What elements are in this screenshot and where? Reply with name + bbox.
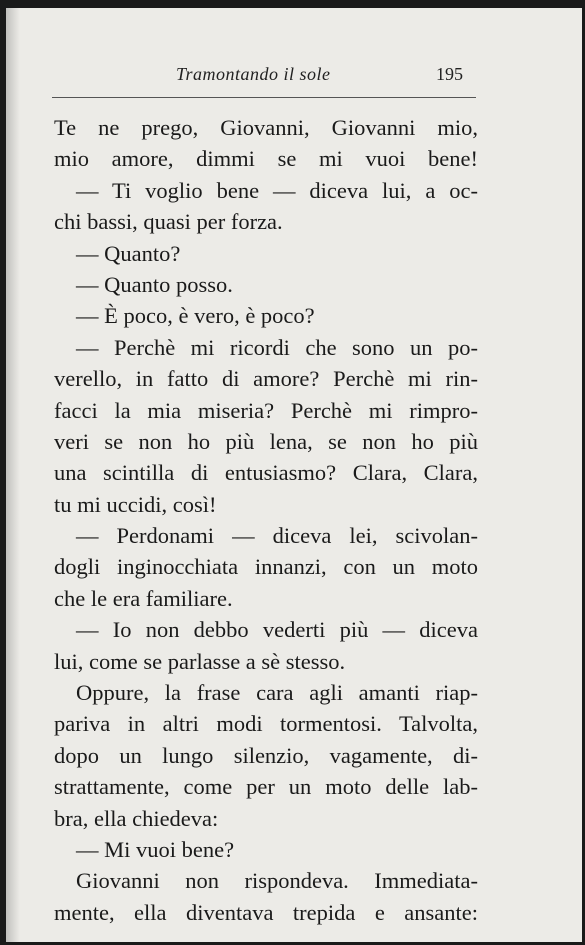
- text-line: che le era familiare.: [54, 585, 233, 611]
- text-line: — È poco, è vero, è poco?: [76, 303, 315, 329]
- text-line: pariva in altri modi tormentosi. Talvolta,: [54, 711, 478, 737]
- text-line: Oppure, la frase cara agli amanti riap-: [76, 680, 478, 706]
- text-line: — Perdonami — diceva lei, scivolan-: [76, 523, 478, 549]
- text-line: mente, ella diventava trepida e ansante:: [54, 899, 478, 925]
- text-line: — Quanto posso.: [76, 271, 233, 297]
- text-line: Te ne prego, Giovanni, Giovanni mio,: [54, 115, 478, 140]
- text-line: — Io non debbo vederti più — diceva: [76, 617, 478, 643]
- text-line: — Quanto?: [76, 240, 181, 266]
- text-line: dopo un lungo silenzio, vagamente, di-: [54, 742, 478, 768]
- text-line: mio amore, dimmi se mi vuoi bene!: [54, 146, 478, 172]
- text-line: dogli inginocchiata innanzi, con un moto: [54, 554, 478, 580]
- text-line: una scintilla di entusiasmo? Clara, Clara,: [54, 460, 478, 486]
- text-line: verello, in fatto di amore? Perchè mi rin-: [54, 366, 478, 392]
- running-title: Tramontando il sole: [176, 64, 331, 84]
- text-line: — Perchè mi ricordi che sono un po-: [76, 334, 478, 360]
- page-header: [6, 64, 582, 94]
- text-line: strattamente, come per un moto delle lab-: [54, 774, 478, 800]
- text-line: tu mi uccidi, così!: [54, 491, 217, 517]
- text-line: veri se non ho più lena, se non ho più: [54, 428, 478, 454]
- page-number: 195: [436, 64, 463, 84]
- header-rule: [52, 97, 476, 98]
- text-line: bra, ella chiedeva:: [54, 805, 219, 831]
- text-line: chi bassi, quasi per forza.: [54, 209, 283, 235]
- book-page: [6, 8, 582, 942]
- text-line: lui, come se parlasse a sè stesso.: [54, 648, 346, 674]
- body-text: [54, 112, 478, 928]
- text-line: facci la mia miseria? Perchè mi rimpro-: [54, 397, 478, 423]
- text-line: Giovanni non rispondeva. Immediata-: [76, 868, 478, 894]
- text-line: — Mi vuoi bene?: [76, 836, 235, 862]
- text-line: — Ti voglio bene — diceva lui, a oc-: [76, 177, 478, 203]
